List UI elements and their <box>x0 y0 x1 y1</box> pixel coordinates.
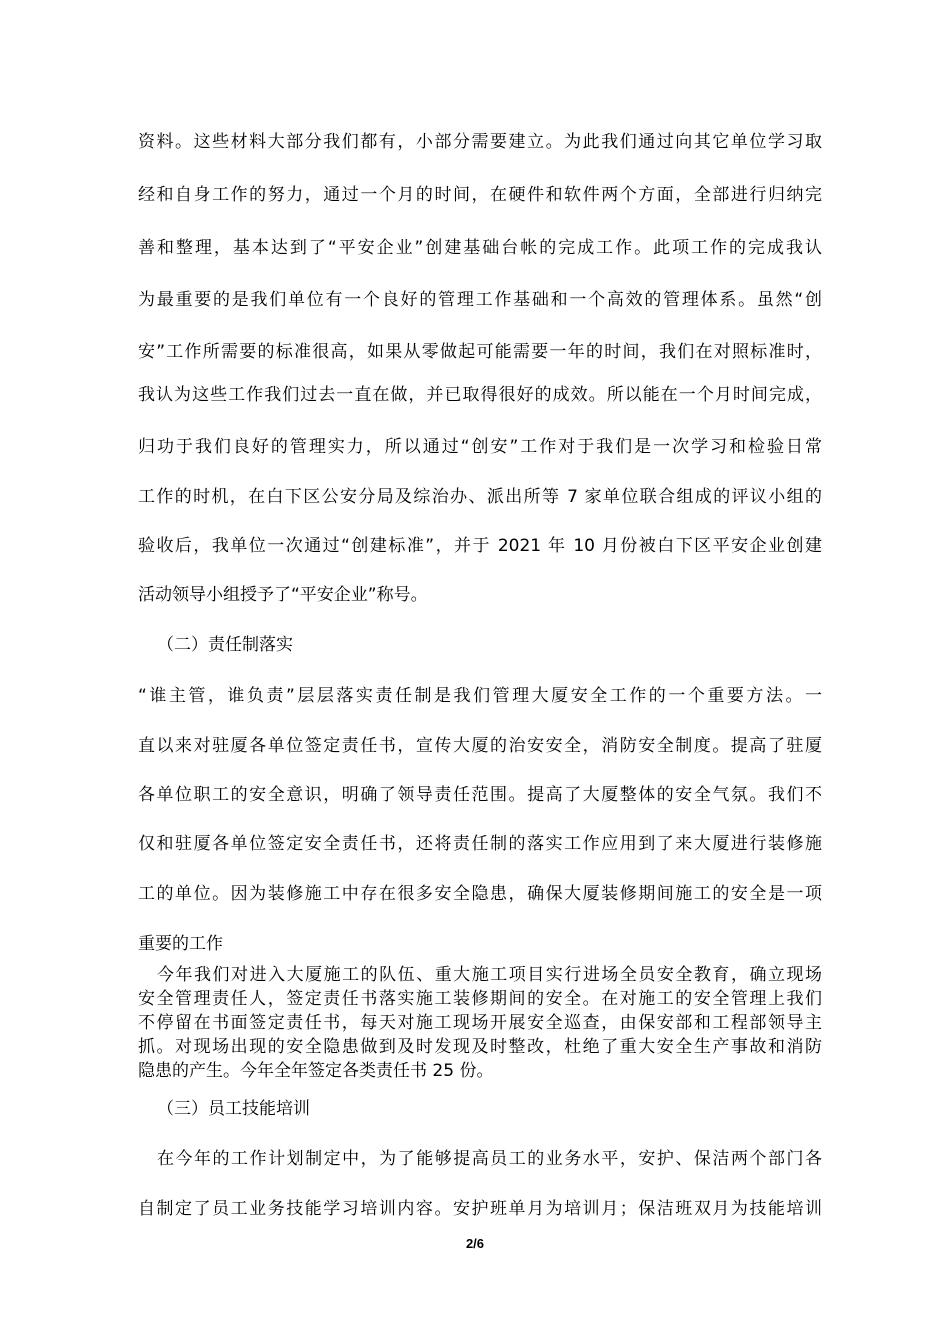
paragraph-3-line-2: 安全管理责任人，签定责任书落实施工装修期间的安全。在对施工的安全管理上我们 <box>138 989 822 1009</box>
paragraph-2-line-1: “谁主管，谁负责”层层落实责任制是我们管理大厦安全工作的一个重要方法。一 <box>138 686 822 706</box>
paragraph-3-line-4: 抓。对现场出现的安全隐患做到及时发现及时整改，杜绝了重大安全生产事故和消防 <box>138 1037 822 1057</box>
paragraph-1-line-2: 经和自身工作的努力，通过一个月的时间，在硬件和软件两个方面，全部进行归纳完 <box>138 185 822 205</box>
section-heading-training: （三）员工技能培训 <box>157 1099 310 1119</box>
paragraph-2-line-6: 重要的工作 <box>138 934 223 954</box>
paragraph-3-line-3: 不停留在书面签定责任书，每天对施工现场开展安全巡查，由保安部和工程部领导主 <box>138 1013 822 1033</box>
paragraph-2-line-2: 直以来对驻厦各单位签定责任书，宣传大厦的治安安全，消防安全制度。提高了驻厦 <box>138 736 822 756</box>
paragraph-1-line-5: 安”工作所需要的标准很高，如果从零做起可能需要一年的时间，我们在对照标准时， <box>138 342 822 362</box>
paragraph-2-line-3: 各单位职工的安全意识，明确了领导责任范围。提高了大厦整体的安全气氛。我们不 <box>138 785 822 805</box>
paragraph-4-line-1: 在今年的工作计划制定中，为了能够提高员工的业务水平，安护、保洁两个部门各 <box>157 1149 822 1169</box>
paragraph-1-line-1: 资料。这些材料大部分我们都有，小部分需要建立。为此我们通过向其它单位学习取 <box>138 132 822 152</box>
section-heading-responsibility: （二）责任制落实 <box>157 635 293 655</box>
paragraph-2-line-5: 工的单位。因为装修施工中存在很多安全隐患，确保大厦装修期间施工的安全是一项 <box>138 884 822 904</box>
paragraph-1-line-7: 归功于我们良好的管理实力，所以通过“创安”工作对于我们是一次学习和检验日常 <box>138 437 822 457</box>
paragraph-3-line-5: 隐患的产生。今年全年签定各类责任书 25 份。 <box>138 1061 494 1081</box>
paragraph-3-line-1: 今年我们对进入大厦施工的队伍、重大施工项目实行进场全员安全教育，确立现场 <box>157 965 822 985</box>
paragraph-4-line-2: 自制定了员工业务技能学习培训内容。安护班单月为培训月；保洁班双月为技能培训 <box>138 1199 822 1219</box>
paragraph-2-line-4: 仅和驻厦各单位签定安全责任书，还将责任制的落实工作应用到了来大厦进行装修施 <box>138 834 822 854</box>
page-number: 2/6 <box>465 1236 485 1251</box>
paragraph-1-line-3: 善和整理，基本达到了“平安企业”创建基础台帐的完成工作。此项工作的完成我认 <box>138 238 822 258</box>
paragraph-1-line-4: 为最重要的是我们单位有一个良好的管理工作基础和一个高效的管理体系。虽然“创 <box>138 290 822 310</box>
paragraph-1-line-10: 活动领导小组授予了“平安企业”称号。 <box>138 585 428 605</box>
paragraph-1-line-8: 工作的时机，在白下区公安分局及综治办、派出所等 7 家单位联合组成的评议小组的 <box>138 487 822 507</box>
paragraph-1-line-6: 我认为这些工作我们过去一直在做，并已取得很好的成效。所以能在一个月时间完成， <box>138 385 822 405</box>
paragraph-1-line-9: 验收后，我单位一次通过“创建标准”，并于 2021 年 10 月份被白下区平安企业创建 <box>138 536 822 556</box>
